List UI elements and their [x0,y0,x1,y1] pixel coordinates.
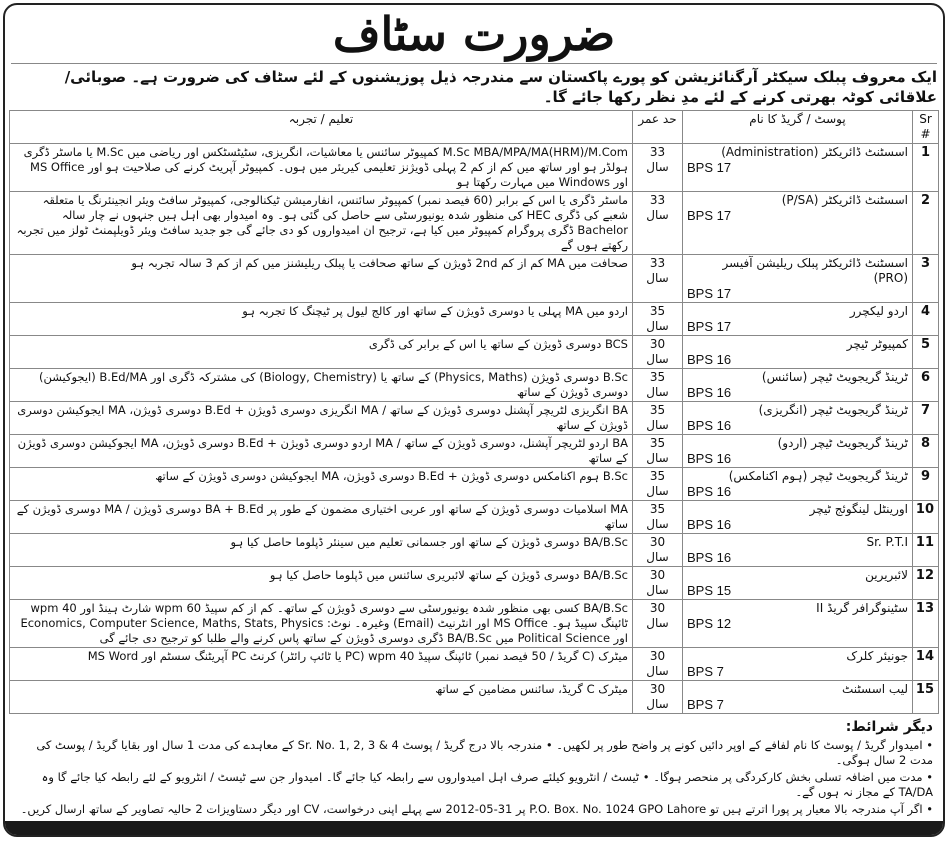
ad-title: ضرورت سٹاف [332,7,616,61]
post-name: ٹرینڈ گریجویٹ ٹیچر (ہوم اکنامکس) [728,469,908,483]
post-name: جونیئر کلرک [846,649,908,663]
row-education: اردو میں MA پہلی یا دوسری ڈویژن کے ساتھ اور کالج لیول پر ٹیچنگ کا تجربہ ہو [10,303,633,336]
row-age-limit: 35 سال [633,435,683,468]
post-name: Sr. P.T.I [866,535,908,549]
table-row [10,255,939,303]
table-row [10,303,939,336]
row-age-limit: 30 سال [633,567,683,600]
post-grade: BPS 16 [687,385,732,400]
post-grade: BPS 17 [687,160,732,175]
post-name: اورینٹل لینگوئج ٹیچر [809,502,908,516]
row-age-limit: 35 سال [633,468,683,501]
post-grade: BPS 12 [687,616,732,631]
row-sr: 11 [913,534,939,567]
job-advertisement [3,3,945,837]
post-grade: BPS 7 [687,664,724,679]
post-name: ٹرینڈ گریجویٹ ٹیچر (اردو) [777,436,908,450]
row-sr: 10 [913,501,939,534]
row-sr: 4 [913,303,939,336]
row-post [683,681,913,714]
row-post [683,468,913,501]
row-education: BA انگریزی لٹریچر آپشنل دوسری ڈویژن کے ساتھ / MA انگریزی دوسری ڈویژن + B.Ed دوسری ڈویژن، MA ایجوکیشن دوسری ڈویژن کے ساتھ [10,402,633,435]
row-post [683,534,913,567]
condition-line: • مدت میں اضافہ تسلی بخش کارکردگی پر منحصر ہوگا۔ • ٹیسٹ / انٹرویو کیلئے صرف اہل امیدواروں سے رابطہ کیا جائے گا۔ امیدوار جن سے ٹیسٹ / انٹرویو کے لئے رابطہ کیا جائے گا وہ TA/DA کے مجاز نہ ہوں گے۔ [41,770,933,799]
row-age-limit: 30 سال [633,600,683,648]
row-age-limit: 33 سال [633,192,683,255]
table-row [10,567,939,600]
row-age-limit: 35 سال [633,369,683,402]
post-name: کمپیوٹر ٹیچر [846,337,908,351]
header-post: پوسٹ / گریڈ کا نام [683,111,913,144]
row-sr: 12 [913,567,939,600]
post-name: لائبریرین [865,568,908,582]
row-age-limit: 30 سال [633,336,683,369]
row-age-limit: 35 سال [633,501,683,534]
intro-text: ایک معروف پبلک سیکٹر آرگنائزیشن کو پورے پاکستان سے مندرجہ ذیل پوزیشنوں کے لئے سٹاف کی ضرورت ہے۔ صوبائی/علاقائی کوٹہ بھرتی کرنے کے لئے مدِ نظر رکھا جائے گا۔ [11,63,937,110]
table-row [10,435,939,468]
post-grade: BPS 17 [687,208,732,223]
row-age-limit: 30 سال [633,534,683,567]
row-sr: 5 [913,336,939,369]
row-post [683,567,913,600]
header-sr: Sr # [913,111,939,144]
row-post [683,336,913,369]
row-education: ماسٹر ڈگری یا اس کے برابر (60 فیصد نمبر) کمپیوٹر سائنس، انفارمیشن ٹیکنالوجی، کمپیوٹر سافٹ ویئر انجینئرنگ یا متعلقہ شعبے کی ڈگری HEC کی منظور شدہ یونیورسٹی سے حاصل کی گئی ہو۔ وہ امیدوار بھی اہل ہیں جنہوں نے چار سالہ Bachelor ڈگری پروگرام کمپیوٹر میں کیا ہے، ترجیح ان امیدواروں کو دی جائے گی جو جدید سافٹ ویئر ڈویلپمنٹ ٹولز میں تجربہ رکھتے ہوں گے [10,192,633,255]
row-sr: 13 [913,600,939,648]
row-education: MA اسلامیات دوسری ڈویژن کے ساتھ اور عربی اختیاری مضمون کے طور پر BA + B.Ed دوسری ڈویژن / MA دوسری ڈویژن کے ساتھ [10,501,633,534]
row-education: میٹرک (C گریڈ / 50 فیصد نمبر) ٹائپنگ سپیڈ 40 wpm (PC یا ٹائپ رائٹر) کرنٹ PC آپریٹنگ سسٹم اور MS Word [10,648,633,681]
condition-line: • اگر آپ مندرجہ بالا معیار پر پورا اترتے ہیں تو P.O. Box. No. 1024 GPO Lahore پر 31-05-2012 سے پہلے اپنی درخواست، CV اور دیگر دستاویزات 2 حالیہ تصاویر کے ساتھ ارسال کریں۔ [20,802,933,816]
post-name: اسسٹنٹ ڈائریکٹر (Administration) [721,145,908,159]
row-education: B.Sc ہوم اکنامکس دوسری ڈویژن + B.Ed دوسری ڈویژن، MA ایجوکیشن دوسری ڈویژن کے ساتھ [10,468,633,501]
row-sr: 9 [913,468,939,501]
row-education: BCS دوسری ڈویژن کے ساتھ یا اس کے برابر کی ڈگری [10,336,633,369]
row-education: BA/B.Sc دوسری ڈویژن کے ساتھ لائبریری سائنس میں ڈپلوما حاصل کیا ہو [10,567,633,600]
bottom-bar [5,821,943,835]
row-post [683,303,913,336]
post-name: اسسٹنٹ ڈائریکٹر پبلک ریلیشن آفیسر (PRO) [722,256,908,285]
row-age-limit: 33 سال [633,255,683,303]
row-post [683,255,913,303]
post-name: اسسٹنٹ ڈائریکٹر (P/SA) [781,193,908,207]
row-age-limit: 30 سال [633,648,683,681]
table-row [10,501,939,534]
table-row [10,369,939,402]
table-row [10,192,939,255]
row-sr: 2 [913,192,939,255]
post-grade: BPS 16 [687,418,732,433]
row-education: BA/B.Sc دوسری ڈویژن کے ساتھ اور جسمانی تعلیم میں سینئر ڈپلوما حاصل کیا ہو [10,534,633,567]
post-name: ٹرینڈ گریجویٹ ٹیچر (انگریزی) [758,403,908,417]
row-sr: 15 [913,681,939,714]
row-post [683,501,913,534]
row-sr: 7 [913,402,939,435]
post-name: ٹرینڈ گریجویٹ ٹیچر (سائنس) [761,370,908,384]
table-row [10,600,939,648]
row-sr: 8 [913,435,939,468]
table-row [10,336,939,369]
row-post [683,648,913,681]
conditions-heading: دیگر شرائط: [845,719,933,735]
row-age-limit: 35 سال [633,303,683,336]
positions-table [9,110,939,714]
table-row [10,534,939,567]
post-grade: BPS 15 [687,583,732,598]
row-post [683,435,913,468]
row-age-limit: 30 سال [633,681,683,714]
row-post [683,402,913,435]
row-education: BA اردو لٹریچر آپشنل، دوسری ڈویژن کے ساتھ / MA اردو دوسری ڈویژن + B.Ed دوسری ڈویژن، MA ایجوکیشن دوسری ڈویژن کے ساتھ [10,435,633,468]
table-row [10,468,939,501]
row-age-limit: 35 سال [633,402,683,435]
header-age: حد عمر [633,111,683,144]
table-row [10,681,939,714]
row-education: BA/B.Sc کسی بھی منظور شدہ یونیورسٹی سے دوسری ڈویژن کے ساتھ۔ کم از کم سپیڈ 60 wpm شارٹ ہینڈ اور 40 wpm ٹائپنگ سپیڈ ہو۔ MS Office اور انٹرنیٹ (Email) وغیرہ۔ نوٹ: Economics, Computer Science, Maths, Stats, Physics اور Political Science میں BA/B.Sc ڈگری دوسری ڈویژن کے ساتھ پاس کرنے والے طلبا کو ترجیح دی جائے گی [10,600,633,648]
row-sr: 3 [913,255,939,303]
row-sr: 14 [913,648,939,681]
post-grade: BPS 17 [687,319,732,334]
row-post [683,600,913,648]
row-education: B.Sc دوسری ڈویژن (Physics, Maths) کے ساتھ یا (Biology, Chemistry) کی مشترکہ ڈگری اور B.Ed/MA (ایجوکیشن) دوسری ڈویژن کے ساتھ [10,369,633,402]
row-education: میٹرک C گریڈ، سائنس مضامین کے ساتھ [10,681,633,714]
row-sr: 1 [913,144,939,192]
row-post [683,369,913,402]
post-name: لیب اسسٹنٹ [842,682,908,696]
row-education: M.Sc MBA/MPA/MA(HRM)/M.Com کمپیوٹر سائنس یا معاشیات، انگریزی، سٹیٹسٹکس اور ریاضی میں M.Sc یا ماسٹر ڈگری ہولڈر ہو اور ساتھ میں کم از کم 2 پہلی ڈویژنز تعلیمی کیریئر میں ہوں۔ کمپیوٹر آپریٹ کرنے کی صلاحیت ہو اور MS Office اور Windows میں مہارت رکھتا ہو [10,144,633,192]
row-education: صحافت میں MA کم از کم 2nd ڈویژن کے ساتھ صحافت یا پبلک ریلیشنز میں کم از کم 3 سالہ تجربہ ہو [10,255,633,303]
table-header-row [10,111,939,144]
row-sr: 6 [913,369,939,402]
row-age-limit: 33 سال [633,144,683,192]
table-row [10,144,939,192]
table-row [10,648,939,681]
post-grade: BPS 16 [687,451,732,466]
condition-line: • امیدوار گریڈ / پوسٹ کا نام لفافے کے اوپر دائیں کونے پر واضح طور پر لکھیں۔ • مندرجہ بالا درج گریڈ / پوسٹ Sr. No. 1, 2, 3 & 4 کے معاہدے کی مدت 1 سال اور بقایا گریڈ / پوسٹ کی مدت 2 سال ہوگی۔ [36,738,933,767]
post-grade: BPS 16 [687,352,732,367]
row-post [683,192,913,255]
post-grade: BPS 17 [687,286,732,301]
post-name: سٹینوگرافر گریڈ II [816,601,908,615]
post-grade: BPS 16 [687,550,732,565]
post-name: اردو لیکچرر [849,304,908,318]
table-row [10,402,939,435]
row-post [683,144,913,192]
post-grade: BPS 16 [687,484,732,499]
post-grade: BPS 7 [687,697,724,712]
post-grade: BPS 16 [687,517,732,532]
header-education: تعلیم / تجربہ [10,111,633,144]
other-conditions [15,718,933,817]
